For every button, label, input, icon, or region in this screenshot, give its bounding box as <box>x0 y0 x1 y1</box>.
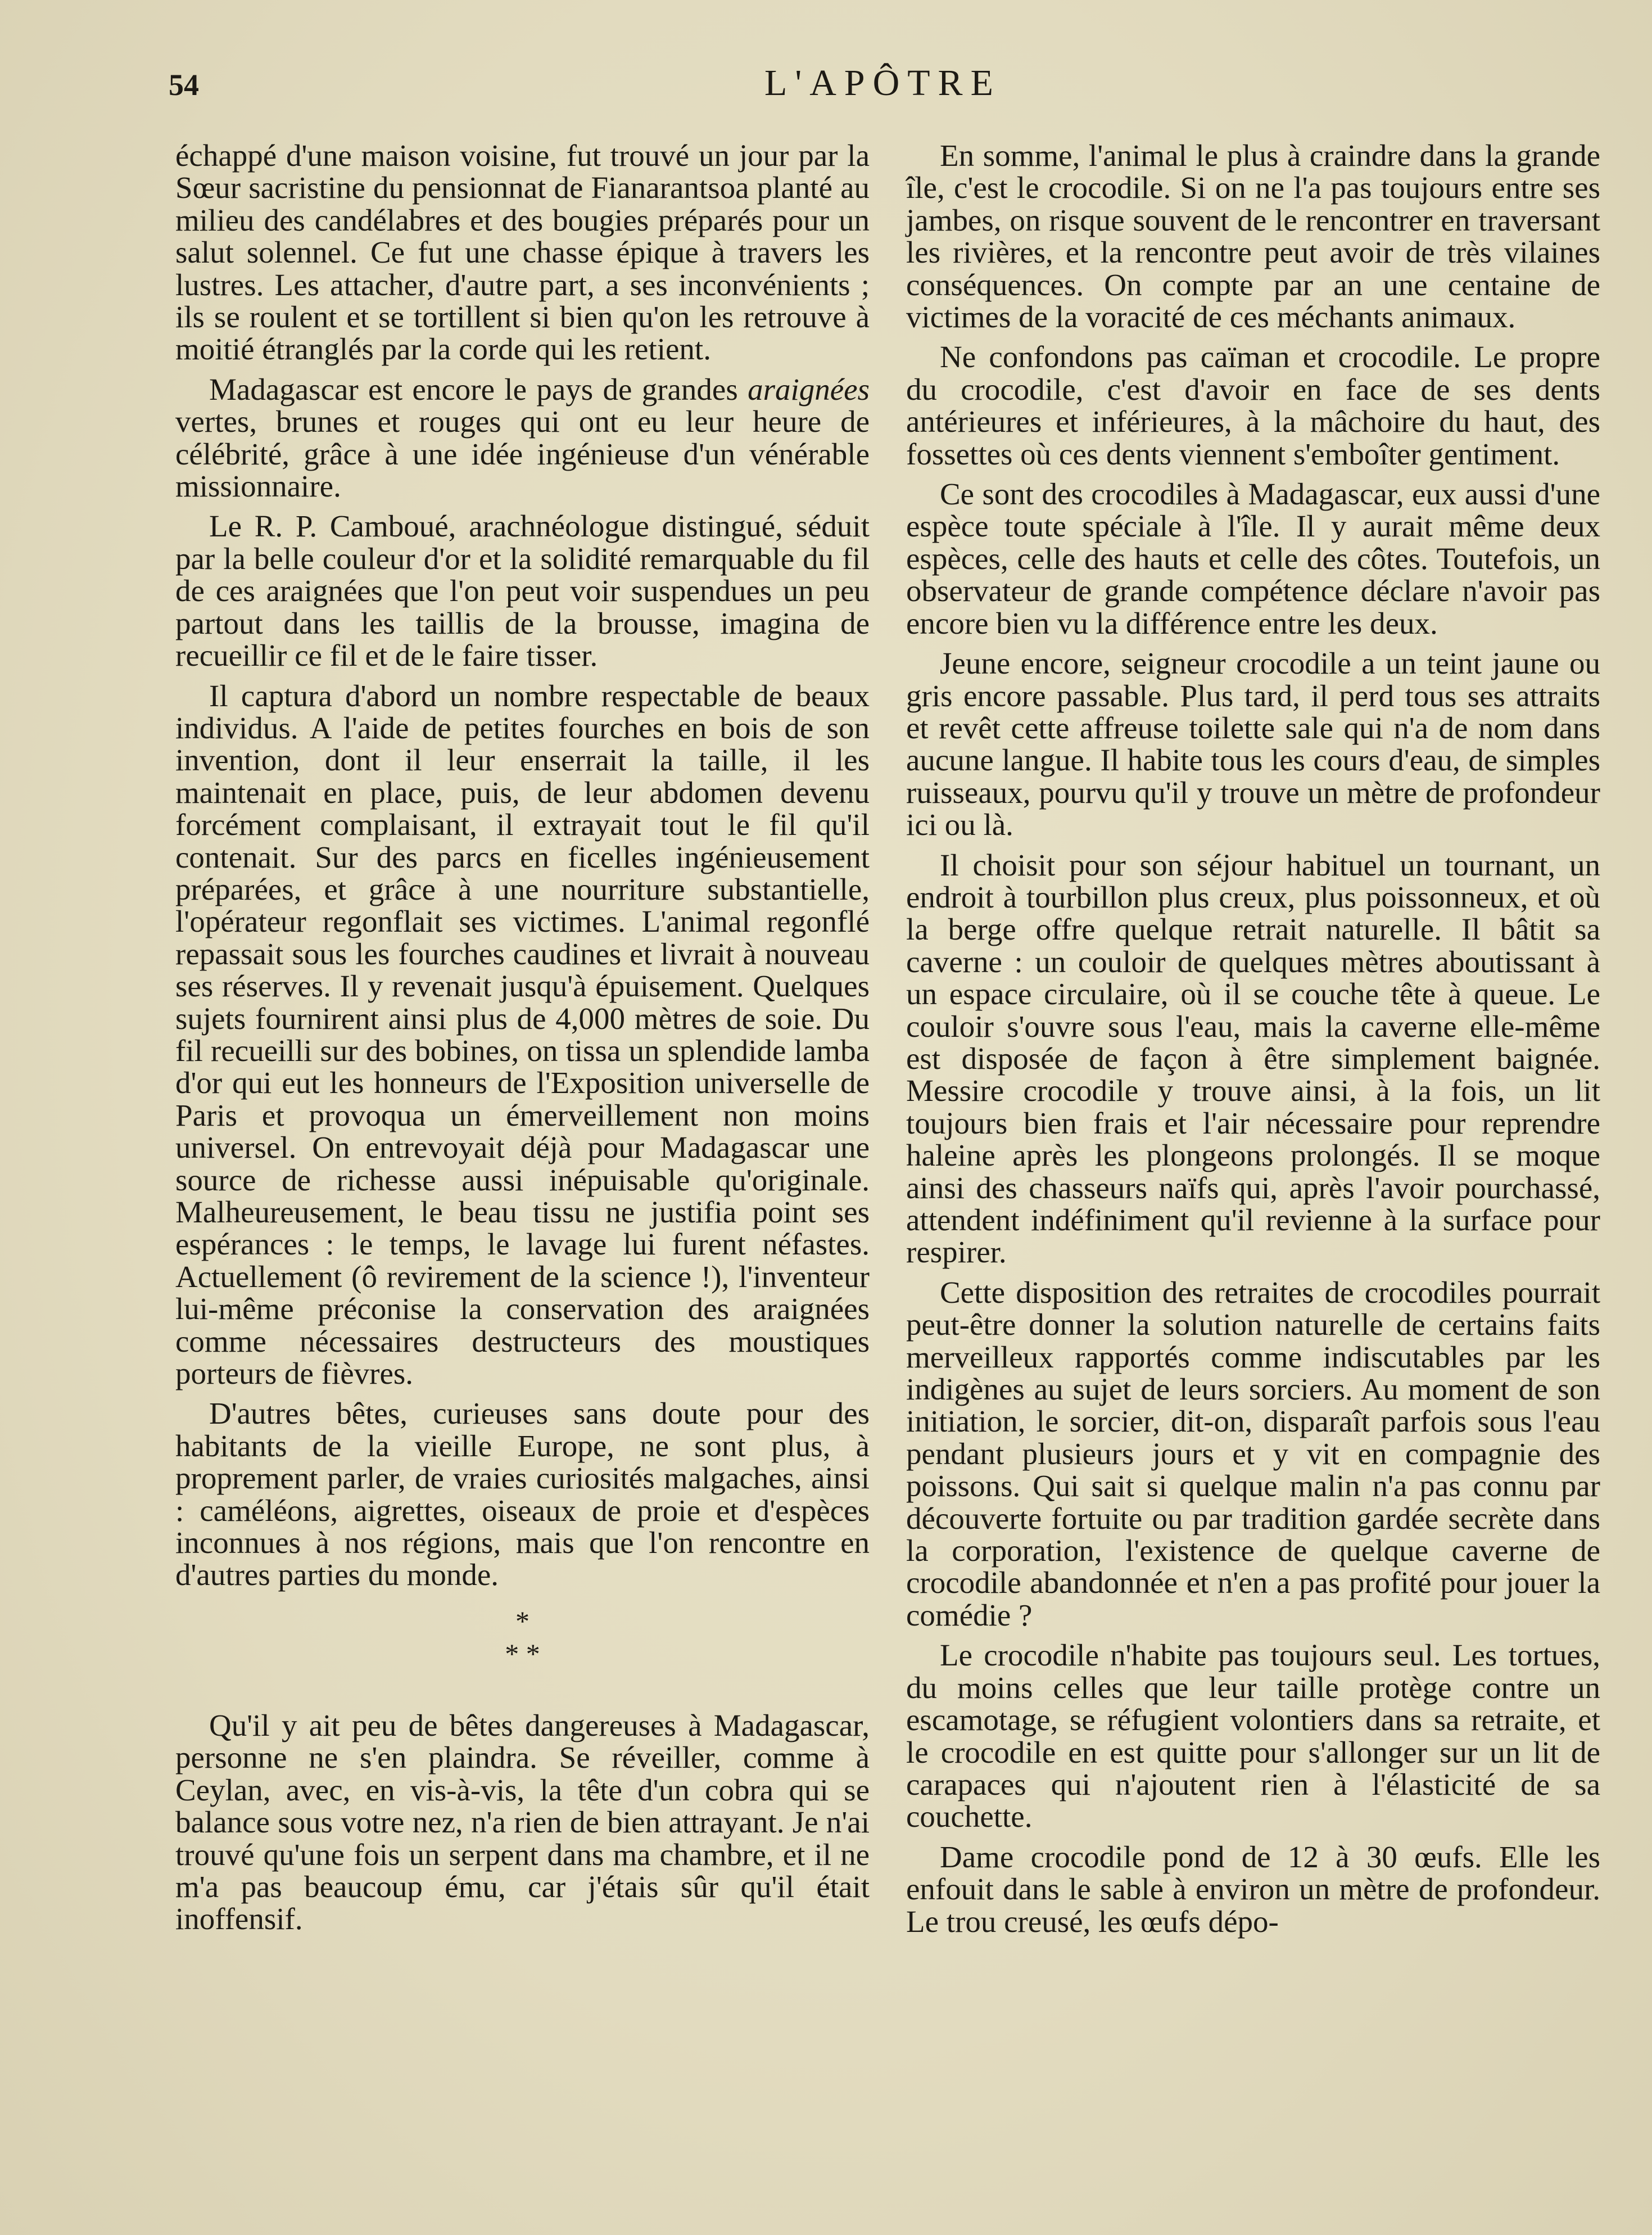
asterism-top: * <box>515 1605 529 1637</box>
italic-term: araignées <box>748 372 870 407</box>
paragraph: Dame crocodile pond de 12 à 30 œufs. Elle les enfouit dans le sable à environ un mètre de profondeur. Le trou creusé, les œufs dépo- <box>906 1839 1600 1939</box>
paragraph: En somme, l'animal le plus à craindre dans la grande île, c'est le crocodile. Si on ne l'a pas toujours entre ses jambes, on risque souvent de le rencontrer en traversant les rivières, et la rencontre peut avoir de très vilaines conséquences. On compte par an une centaine de victimes de la voracité de ces méchants animaux. <box>906 138 1600 335</box>
paragraph: Le R. P. Camboué, arachnéologue distingué, séduit par la belle couleur d'or et la solidité remarquable du fil de ces araignées que l'on peut voir suspendues un peu partout dans les taillis de la brousse, imagina de recueillir ce fil et de le faire tisser. <box>175 509 870 673</box>
asterism-bottom: * * <box>505 1637 540 1669</box>
paragraph-text: Madagascar est encore le pays de grandes <box>209 372 748 407</box>
paragraph: Qu'il y ait peu de bêtes dangereuses à Madagascar, personne ne s'en plaindra. Se réveiller, comme à Ceylan, avec, en vis-à-vis, la tête d'un cobra qui se balance sous votre nez, n'a rien de bien attrayant. Je n'ai trouvé qu'une fois un serpent dans ma chambre, et il ne m'a pas beaucoup ému, car j'étais sûr qu'il était inoffensif. <box>175 1708 870 1936</box>
paragraph: Il captura d'abord un nombre respectable de beaux individus. A l'aide de petites fourches en bois de son invention, dont il leur enserrait la taille, il les maintenait en place, puis, de leur abdomen devenu forcément complaisant, il extrayait tout le fil qu'il contenait. Sur des parcs en ficelles ingénieusement préparées, et grâce à une nourriture substantielle, l'opérateur regonflait ses victimes. L'animal regonflé repassait sous les fourches caudines et livrait à nouveau ses réserves. Il y revenait jusqu'à épuisement. Quelques sujets fournirent ainsi plus de 4,000 mètres de soie. Du fil recueilli sur des bobines, on tissa un splendide lamba d'or qui eut les honneurs de l'Exposition universelle de Paris et provoqua un émerveillement non moins universel. On entrevoyait déjà pour Madagascar une source de richesse aussi inépuisable qu'originale. Malheureusement, le beau tissu ne justifia point ses espérances : le temps, le lavage lui furent néfastes. Actuellement (ô revirement de la science !), l'inventeur lui-même préconise la conservation des araignées comme nécessaires destructeurs des moustiques porteurs de fièvres. <box>175 678 870 1391</box>
paragraph: Jeune encore, seigneur crocodile a un teint jaune ou gris encore passable. Plus tard, il perd tous ses attraits et revêt cette affreuse toilette sale qui n'a de nom dans aucune langue. Il habite tous les cours d'eau, de simples ruisseaux, pourvu qu'il y trouve un mètre de profondeur ici ou là. <box>906 646 1600 842</box>
running-title: L'APÔTRE <box>764 62 1001 103</box>
paragraph: Le crocodile n'habite pas toujours seul. Les tortues, du moins celles que leur taille protège contre un escamotage, se réfugient volontiers dans sa retraite, et le crocodile en est quitte pour s'allonger sur un lit de carapaces qui n'ajoutent rien à l'élasticité de sa couchette. <box>906 1638 1600 1834</box>
paragraph: D'autres bêtes, curieuses sans doute pour des habitants de la vieille Europe, ne sont plus, à proprement parler, de vraies curiosités malgaches, ainsi : caméléons, aigrettes, oiseaux de proie et d'espèces inconnues à nos régions, mais que l'on rencontre en d'autres parties du monde. <box>175 1396 870 1592</box>
page-number: 54 <box>169 68 199 102</box>
paragraph: Cette disposition des retraites de crocodiles pourrait peut-être donner la solution naturelle de certains faits merveilleux rapportés comme indiscutables par les indigènes au sujet de leurs sorciers. Au moment de son initiation, le sorcier, dit-on, disparaît parfois sous l'eau pendant plusieurs jours et y vit en compagnie des poissons. Qui sait si quelque malin n'a pas connu par découverte fortuite ou par tradition gardée secrète dans la corporation, l'existence de quelque caverne de crocodile abandonnée et n'en a pas profité pour jouer la comédie ? <box>906 1275 1600 1632</box>
paragraph: Il choisit pour son séjour habituel un tournant, un endroit à tourbillon plus creux, plus poissonneux, et où la berge offre quelque retrait naturelle. Il bâtit sa caverne : un couloir de quelques mètres aboutissant à un espace circulaire, où il se couche tête à queue. Le couloir s'ouvre sous l'eau, mais la caverne elle-même est disposée de façon à être simplement baignée. Messire crocodile y trouve ainsi, à la fois, un lit toujours bien frais et l'air nécessaire pour reprendre haleine après les plongeons prolongés. Il se moque ainsi des chasseurs naïfs qui, après l'avoir pourchassé, attendent indéfiniment qu'il revienne à la surface pour respirer. <box>906 847 1600 1270</box>
left-column <box>175 139 870 1943</box>
page-header <box>169 62 1596 112</box>
paragraph: échappé d'une maison voisine, fut trouvé un jour par la Sœur sacristine du pensionnat de Fianarantsoa planté au milieu des candélabres et des bougies préparés pour un salut solennel. Ce fut une chasse épique à travers les lustres. Les attacher, d'autre part, a ses inconvénients ; ils se roulent et se tortillent si bien qu'on les retrouve à moitié étranglés par la corde qui les retient. <box>175 138 870 367</box>
paragraph-text: vertes, brunes et rouges qui ont eu leur heure de célébrité, grâce à une idée ingénieuse d'un vénérable missionnaire. <box>175 404 870 504</box>
paragraph: Ne confondons pas caïman et crocodile. Le propre du crocodile, c'est d'avoir en face de ses dents antérieures et inférieures, à la mâchoire du haut, des fossettes où ces dents viennent s'emboîter gentiment. <box>906 340 1600 471</box>
right-column <box>906 139 1600 1945</box>
paragraph <box>175 373 870 503</box>
paragraph: Ce sont des crocodiles à Madagascar, eux aussi d'une espèce toute spéciale à l'île. Il y aurait même deux espèces, celle des hauts et celle des côtes. Toutefois, un observateur de grande compétence déclare n'avoir pas encore bien vu la différence entre les deux. <box>906 477 1600 640</box>
section-separator <box>175 1605 870 1670</box>
